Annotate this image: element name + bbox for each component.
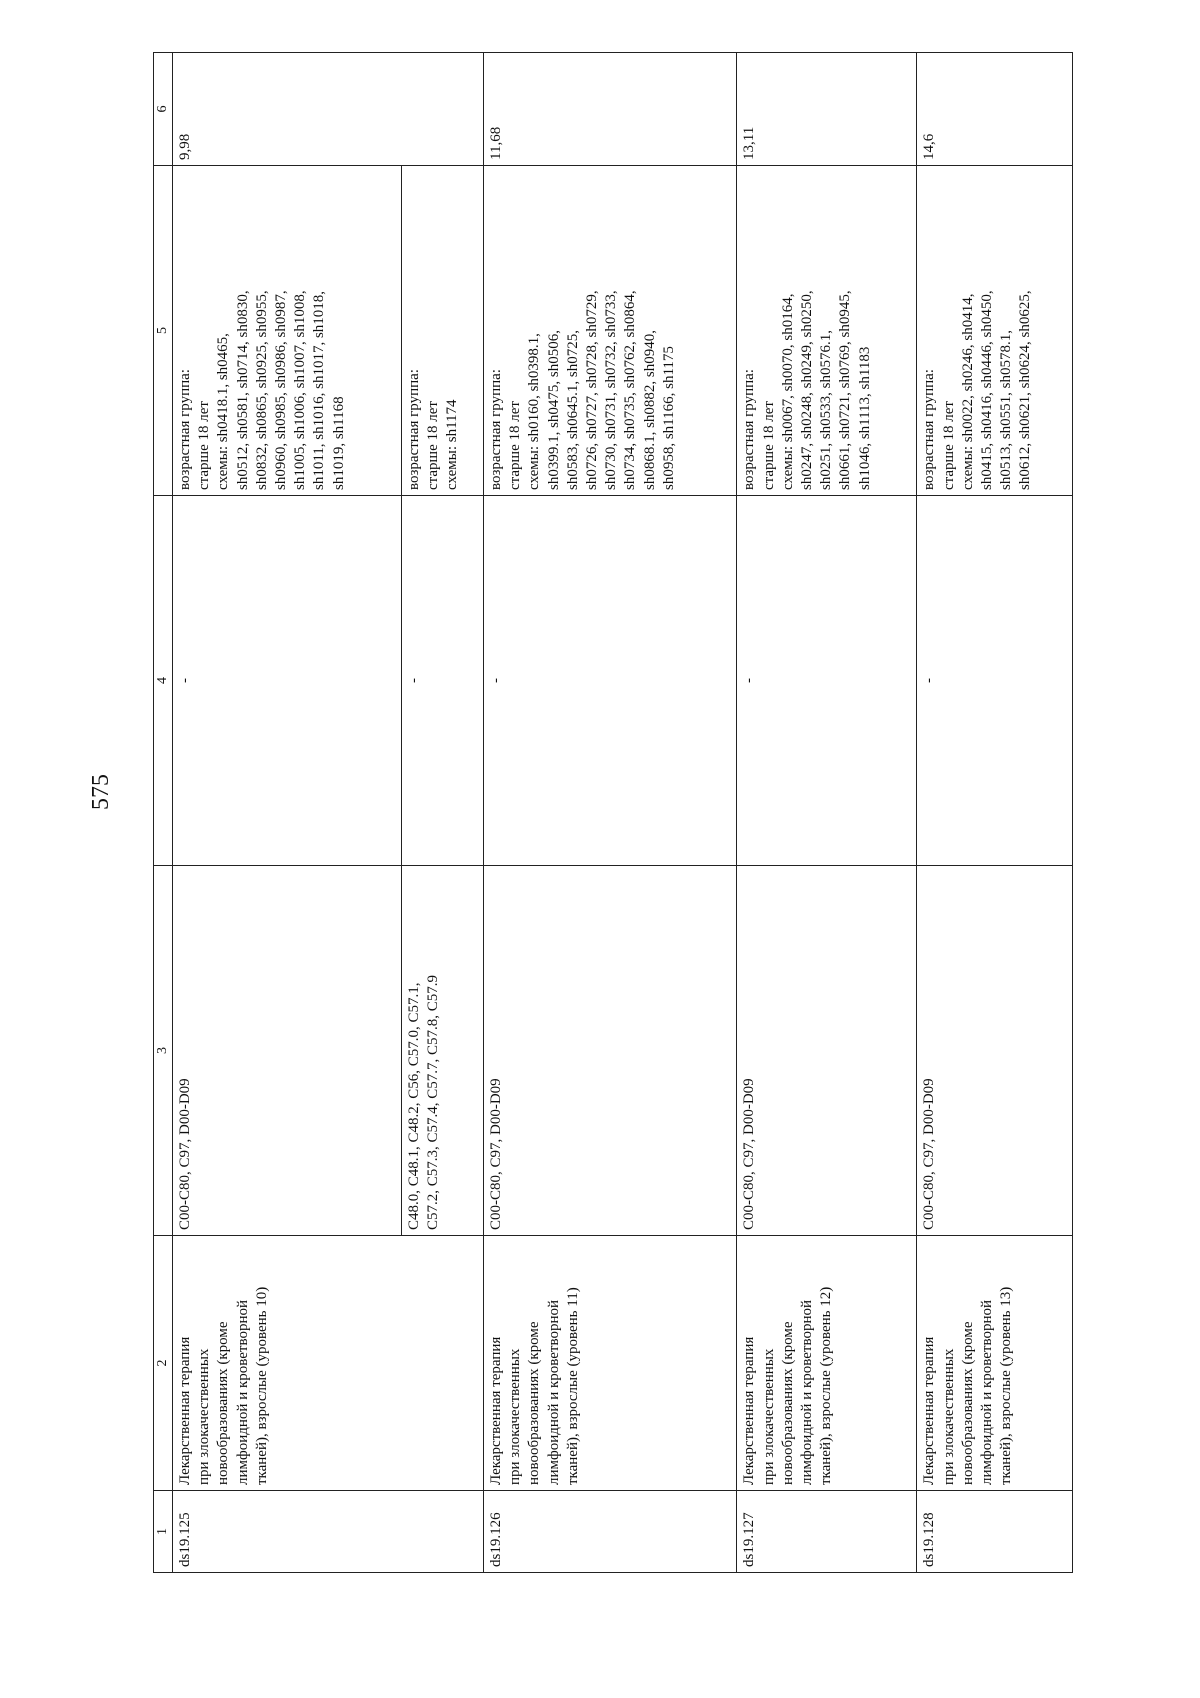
diagnosis-line: C00-C80, C97, D00-D09 [741, 1078, 758, 1230]
row-code: ds19.128 [917, 1491, 1073, 1573]
row-name-line: новообразованиях (кроме [215, 1321, 232, 1485]
diagnosis-codes [484, 866, 737, 1236]
criteria-line: sh0730, sh0731, sh0732, sh0733, [603, 290, 620, 490]
criteria-line: старше 18 лет [940, 401, 957, 490]
coefficient-value: 11,68 [484, 53, 737, 166]
row-name-line: тканей), взрослые (уровень 13) [998, 1286, 1015, 1485]
criteria-line: sh0734, sh0735, sh0762, sh0864, [622, 290, 639, 490]
criteria-line: sh0960, sh0985, sh0986, sh0987, [272, 290, 289, 490]
column-4-value: - [917, 496, 1073, 866]
criteria-line: возрастная группа: [488, 369, 505, 490]
criteria-line: sh0958, sh1166, sh1175 [660, 346, 677, 490]
criteria-cell [173, 166, 402, 496]
criteria-line: sh0251, sh0533, sh0576.1, [818, 329, 835, 490]
criteria-line: sh1019, sh1168 [330, 396, 347, 490]
column-number-5: 5 [154, 166, 173, 496]
criteria-line: sh0247, sh0248, sh0249, sh0250, [798, 290, 815, 490]
criteria-line: возрастная группа: [741, 369, 758, 490]
table-row [737, 53, 917, 1573]
criteria-line: старше 18 лет [760, 401, 777, 490]
row-name-line: при злокачественных [940, 1348, 957, 1485]
row-name-line: тканей), взрослые (уровень 12) [818, 1286, 835, 1485]
column-4-value: - [401, 496, 483, 866]
row-name [173, 1236, 484, 1491]
row-name-line: лимфоидной и кроветворной [234, 1300, 251, 1485]
row-name-line: Лекарственная терапия [177, 1336, 193, 1485]
criteria-line: схемы: sh0160, sh0398.1, [526, 333, 543, 490]
row-code: ds19.126 [484, 1491, 737, 1573]
criteria-cell [401, 166, 483, 496]
row-name-line: новообразованиях (кроме [526, 1321, 543, 1485]
diagnosis-line: C00-C80, C97, D00-D09 [921, 1078, 938, 1230]
criteria-line: схемы: sh0418.1, sh0465, [215, 333, 232, 490]
tariff-table [153, 52, 1073, 1573]
row-name-line: при злокачественных [507, 1348, 524, 1485]
criteria-cell [484, 166, 737, 496]
column-number-1: 1 [154, 1491, 173, 1573]
row-name-line: тканей), взрослые (уровень 10) [253, 1286, 270, 1485]
criteria-line: sh0512, sh0581, sh0714, sh0830, [234, 290, 251, 490]
criteria-line: старше 18 лет [196, 401, 213, 490]
page-number: 575 [88, 774, 114, 810]
criteria-line: схемы: sh0067, sh0070, sh0164, [779, 293, 796, 490]
criteria-line: схемы: sh1174 [444, 399, 461, 490]
row-name [917, 1236, 1073, 1491]
diagnosis-codes [401, 866, 483, 1236]
row-name [484, 1236, 737, 1491]
row-name-line: при злокачественных [196, 1348, 213, 1485]
criteria-line: схемы: sh0022, sh0246, sh0414, [959, 293, 976, 490]
criteria-line: sh0612, sh0621, sh0624, sh0625, [1017, 290, 1034, 490]
coefficient-value: 13,11 [737, 53, 917, 166]
row-name-line: лимфоидной и кроветворной [978, 1300, 995, 1485]
coefficient-value: 9,98 [173, 53, 484, 166]
criteria-line: sh0399.1, sh0475, sh0506, [545, 329, 562, 490]
row-name-line: при злокачественных [760, 1348, 777, 1485]
column-4-value: - [484, 496, 737, 866]
row-name-line: лимфоидной и кроветворной [798, 1300, 815, 1485]
row-name-line: Лекарственная терапия [921, 1336, 938, 1485]
diagnosis-codes [737, 866, 917, 1236]
criteria-line: sh0583, sh0645.1, sh0725, [564, 329, 581, 490]
row-name-line: Лекарственная терапия [741, 1336, 758, 1485]
column-4-value: - [173, 496, 402, 866]
table-row [484, 53, 737, 1573]
header-row [154, 53, 173, 1573]
row-name [737, 1236, 917, 1491]
row-name-line: Лекарственная терапия [488, 1336, 505, 1485]
diagnosis-line: C48.0, C48.1, C48.2, C56, C57.0, C57.1, [405, 982, 422, 1230]
diagnosis-codes [917, 866, 1073, 1236]
criteria-cell [917, 166, 1073, 496]
column-number-4: 4 [154, 496, 173, 866]
coefficient-value: 14,6 [917, 53, 1073, 166]
column-number-6: 6 [154, 53, 173, 166]
criteria-line: sh0513, sh0551, sh0578.1, [998, 329, 1015, 490]
criteria-line: sh0726, sh0727, sh0728, sh0729, [584, 290, 601, 490]
column-number-3: 3 [154, 866, 173, 1236]
row-code: ds19.125 [173, 1491, 484, 1573]
diagnosis-codes [173, 866, 402, 1236]
column-4-value: - [737, 496, 917, 866]
criteria-line: sh0832, sh0865, sh0925, sh0955, [253, 290, 270, 490]
criteria-line: sh1005, sh1006, sh1007, sh1008, [292, 290, 309, 490]
table-row [173, 53, 402, 1573]
row-name-line: новообразованиях (кроме [959, 1321, 976, 1485]
row-name-line: тканей), взрослые (уровень 11) [564, 1287, 581, 1485]
row-name-line: новообразованиях (кроме [779, 1321, 796, 1485]
rotated-table-container [153, 53, 1073, 1573]
criteria-line: sh0661, sh0721, sh0769, sh0945, [837, 290, 854, 490]
criteria-line: возрастная группа: [405, 369, 422, 490]
row-name-line: лимфоидной и кроветворной [545, 1300, 562, 1485]
row-code: ds19.127 [737, 1491, 917, 1573]
column-number-2: 2 [154, 1236, 173, 1491]
criteria-line: sh0868.1, sh0882, sh0940, [641, 329, 658, 490]
criteria-line: возрастная группа: [177, 369, 193, 490]
diagnosis-line: C00-C80, C97, D00-D09 [488, 1078, 505, 1230]
diagnosis-line: C57.2, C57.3, C57.4, C57.7, C57.8, C57.9 [425, 974, 442, 1230]
criteria-cell [737, 166, 917, 496]
criteria-line: sh1011, sh1016, sh1017, sh1018, [311, 290, 328, 490]
criteria-line: старше 18 лет [507, 401, 524, 490]
diagnosis-line: C00-C80, C97, D00-D09 [177, 1078, 193, 1230]
criteria-line: возрастная группа: [921, 369, 938, 490]
table-row [917, 53, 1073, 1573]
criteria-line: старше 18 лет [425, 401, 442, 490]
criteria-line: sh0415, sh0416, sh0446, sh0450, [978, 290, 995, 490]
criteria-line: sh1046, sh1113, sh1183 [856, 346, 873, 490]
